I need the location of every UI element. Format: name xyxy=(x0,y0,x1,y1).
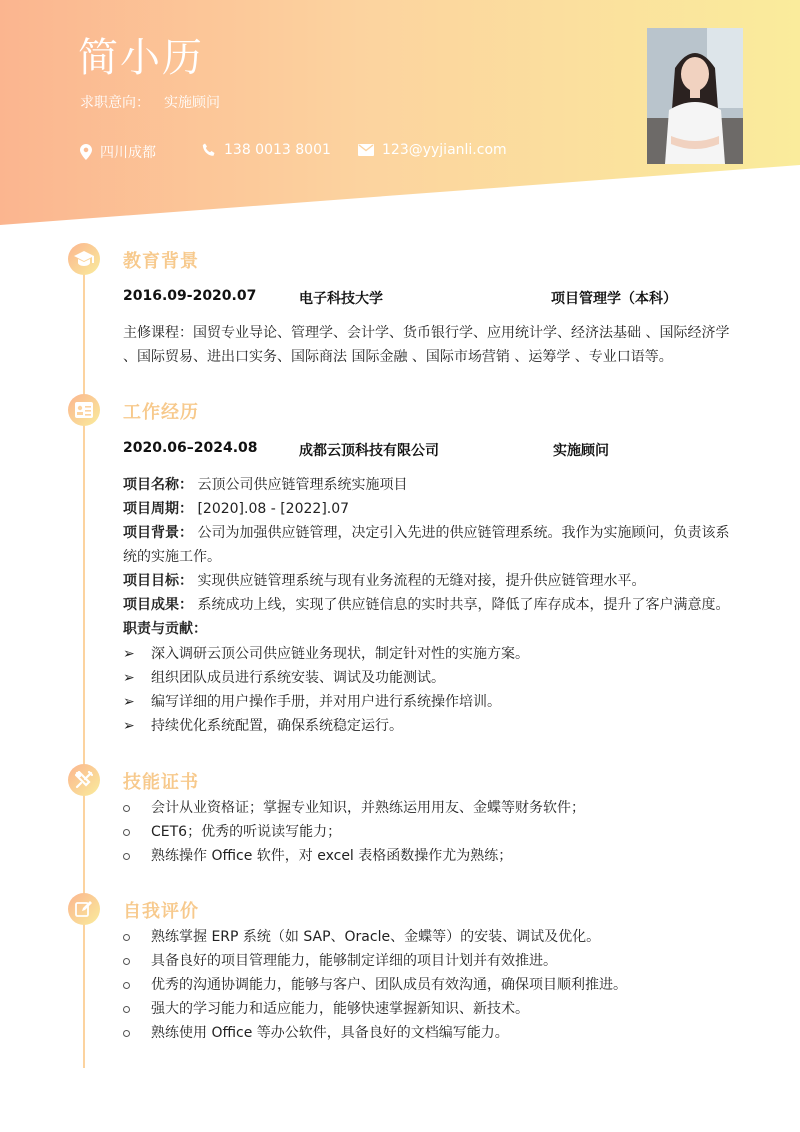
list-item: CET6；优秀的听说读写能力； xyxy=(123,820,743,844)
list-item: 会计从业资格证；掌握专业知识，并熟练运用用友、金蝶等财务软件； xyxy=(123,796,743,820)
location-pin-icon xyxy=(80,144,92,160)
duties-label: 职责与贡献： xyxy=(123,621,207,637)
self-title: 自我评价 xyxy=(123,901,199,922)
job-intent-value: 实施顾问 xyxy=(164,95,220,111)
project-name-line: 项目名称： 云顶公司供应链管理系统实施项目 xyxy=(123,477,408,493)
job-intent xyxy=(80,92,220,112)
work-company: 成都云顶科技有限公司 xyxy=(299,443,439,459)
resume-card-icon xyxy=(68,394,100,426)
profile-photo xyxy=(647,28,743,164)
work-position: 实施顾问 xyxy=(553,443,609,459)
location xyxy=(80,142,156,162)
list-item: ➢ 深入调研云顶公司供应链业务现状，制定针对性的实施方案。 xyxy=(123,646,529,662)
education-period: 2016.09-2020.07 xyxy=(123,288,257,304)
skills-title: 技能证书 xyxy=(123,772,199,793)
phone-text: 138 0013 8001 xyxy=(224,142,331,158)
project-goal-line: 项目目标： 实现供应链管理系统与现有业务流程的无缝对接，提升供应链管理水平。 xyxy=(123,573,646,589)
list-item: 具备良好的项目管理能力，能够制定详细的项目计划并有效推进。 xyxy=(123,949,743,973)
list-item: 熟练使用 Office 等办公软件，具备良好的文档编写能力。 xyxy=(123,1021,743,1045)
graduation-cap-icon xyxy=(68,243,100,275)
list-item: ➢ 持续优化系统配置，确保系统稳定运行。 xyxy=(123,718,403,734)
self-list xyxy=(123,925,743,1045)
skills-list xyxy=(123,796,743,868)
phone xyxy=(202,142,331,158)
project-details xyxy=(123,473,733,641)
project-result-line: 项目成果： 系统成功上线，实现了供应链信息的实时共享，降低了库存成本，提升了客户满意度。 xyxy=(123,597,730,613)
edit-pencil-icon xyxy=(68,893,100,925)
list-item: ➢ 组织团队成员进行系统安装、调试及功能测试。 xyxy=(123,670,445,686)
candidate-name: 简小历 xyxy=(78,35,204,81)
phone-icon xyxy=(202,143,216,157)
education-title: 教育背景 xyxy=(123,251,199,272)
work-title: 工作经历 xyxy=(123,402,199,423)
timeline-line xyxy=(83,258,85,1068)
duties-list xyxy=(123,642,743,738)
work-period: 2020.06–2024.08 xyxy=(123,440,258,456)
job-intent-label: 求职意向： xyxy=(80,95,150,111)
education-courses: 主修课程：国贸专业导论、管理学、会计学、货币银行学、应用统计学、经济法基础 、国际经济学 、国际贸易、进出口实务、国际商法 国际金融 、国际市场营销 、运筹学 、专业口语等。 xyxy=(123,325,730,365)
project-period-line: 项目周期： [2020].08 - [2022].07 xyxy=(123,501,350,517)
list-item: 熟练操作 Office 软件，对 excel 表格函数操作尤为熟练； xyxy=(123,844,743,868)
list-item: ➢ 编写详细的用户操作手册，并对用户进行系统操作培训。 xyxy=(123,694,501,710)
tools-icon xyxy=(68,764,100,796)
education-major: 项目管理学（本科） xyxy=(551,291,677,307)
email xyxy=(358,142,507,158)
email-text: 123@yyjianli.com xyxy=(382,142,507,158)
education-school: 电子科技大学 xyxy=(299,291,383,307)
mail-icon xyxy=(358,144,374,156)
project-bg-line: 项目背景： 公司为加强供应链管理，决定引入先进的供应链管理系统。我作为实施顾问，负责该系统的实施工作。 xyxy=(123,525,730,565)
list-item: 熟练掌握 ERP 系统（如 SAP、Oracle、金蝶等）的安装、调试及优化。 xyxy=(123,925,743,949)
list-item: 强大的学习能力和适应能力，能够快速掌握新知识、新技术。 xyxy=(123,997,743,1021)
list-item: 优秀的沟通协调能力，能够与客户、团队成员有效沟通，确保项目顺利推进。 xyxy=(123,973,743,997)
location-text: 四川成都 xyxy=(100,145,156,161)
